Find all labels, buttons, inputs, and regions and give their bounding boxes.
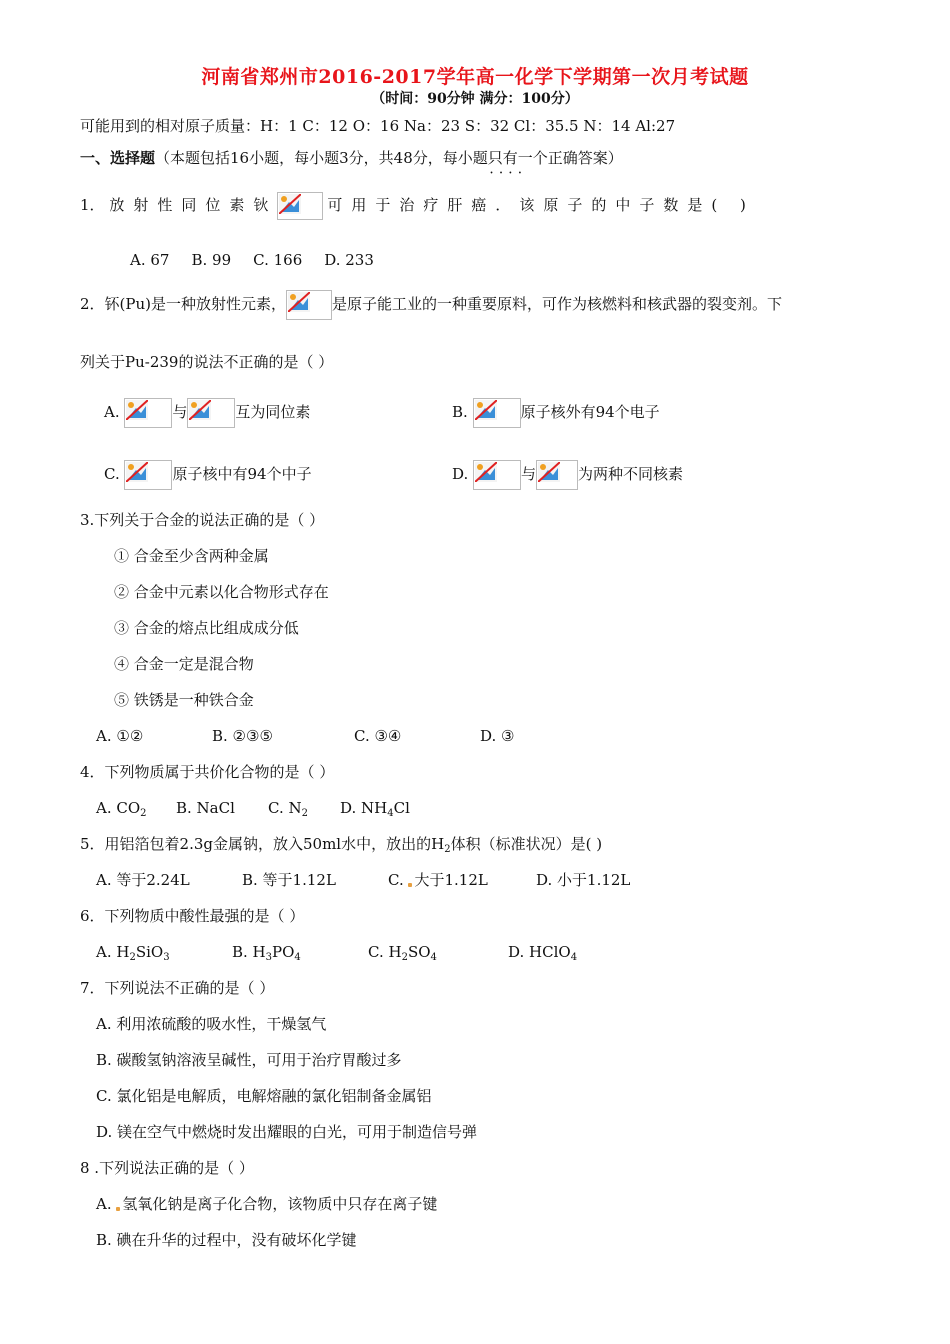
q1-number: 1． [80,196,105,214]
q3-statement-5: ⑤ 铁锈是一种铁合金 [114,691,254,709]
question-8: 8 .下列说法正确的是（ ） [80,1159,254,1177]
q7-option-b: B. 碳酸氢钠溶液呈碱性，可用于治疗胃酸过多 [96,1051,402,1069]
q6-option-d: D. HClO$_4$ [508,943,578,963]
question-2 [80,290,782,320]
q3-option-b: B. ②③⑤ [212,727,273,745]
question-5: 5．用铝箔包着2.3g金属钠，放入50ml水中，放出的$H_2$体积（标准状况）是( ) [80,835,603,855]
q4-option-b: B. NaCl [176,799,235,817]
q1-formula-image-icon [277,192,323,220]
q2-d-image-1-icon [473,460,521,490]
q1-option-c: C. 166 [253,251,303,269]
question-1 [80,192,755,220]
q2-a-image-2-icon [187,398,235,428]
q2-a-image-1-icon [124,398,172,428]
q1-option-d: D. 233 [324,251,374,269]
q5-option-b: B. 等于1.12L [242,871,336,889]
question-4: 4．下列物质属于共价化合物的是（ ） [80,763,335,781]
q5-option-d: D. 小于1.12L [536,871,631,889]
q1-options [130,250,374,270]
q5-option-c: C. 大于1.12L [388,871,488,889]
atomic-mass-line: 可能用到的相对原子质量：H：1 C：12 O：16 Na：23 S：32 Cl：35.5 N：14 Al:27 [80,117,676,135]
q2-option-d: D. 与 为两种不同核素 [452,460,683,490]
section-heading [80,148,623,168]
q3-statement-2: ② 合金中元素以化合物形式存在 [114,583,329,601]
q3-statement-3: ③ 合金的熔点比组成成分低 [114,619,299,637]
q1-option-b: B. 99 [191,251,232,269]
stray-mark-icon [408,883,412,887]
q4-option-a: A. $CO_2$ [96,799,147,819]
q2-formula-image-icon [286,290,332,320]
section-title: 一、选择题 [80,149,156,167]
section-emphasis: 只有一个 • • • • [488,148,548,168]
q7-option-a: A. 利用浓硫酸的吸水性，干燥氢气 [96,1015,327,1033]
q3-option-d: D. ③ [480,727,515,745]
q3-option-a: A. ①② [96,727,144,745]
q2-text-a: 2．钚(Pu)是一种放射性元素， [80,295,287,313]
stray-mark-icon [116,1207,120,1211]
q3-option-c: C. ③④ [354,727,402,745]
q8-option-a: A. 氢氧化钠是离子化合物，该物质中只存在离子键 [96,1195,438,1213]
q2-text-c: 列关于Pu-239的说法不正确的是（ ） [80,353,334,371]
question-6: 6．下列物质中酸性最强的是（ ） [80,907,305,925]
exam-subtitle: （时间：90分钟 满分：100分） [371,91,579,107]
q6-option-b: B. $H_3PO_4$ [232,943,301,963]
q2-option-c: C. 原子核中有94个中子 [104,460,312,490]
q2-b-image-icon [473,398,521,428]
q2-option-b: B. 原子核外有94个电子 [452,398,660,428]
section-desc-end: 正确答案） [547,149,623,167]
exam-title: 河南省郑州市2016-2017学年高一化学下学期第一次月考试题 [201,66,749,88]
question-3: 3.下列关于合金的说法正确的是（ ） [80,511,325,529]
q4-option-d: D. $NH_4Cl$ [340,799,410,819]
q5-option-a: A. 等于2.24L [96,871,190,889]
q7-option-c: C. 氯化铝是电解质，电解熔融的氯化铝制备金属铝 [96,1087,432,1105]
q1-text-a: 放射性同位素钬 [109,196,278,214]
q6-option-a: A. $H_2SiO_3$ [96,943,170,963]
q2-text-b: 是原子能工业的一种重要原料，可作为核燃料和核武器的裂变剂。下 [332,295,783,313]
question-7: 7．下列说法不正确的是（ ） [80,979,275,997]
q7-option-d: D. 镁在空气中燃烧时发出耀眼的白光，可用于制造信号弹 [96,1123,478,1141]
q4-option-c: C. $N_2$ [268,799,308,819]
q1-text-b: 可用于治疗肝癌．该原子的中子数是( ) [327,196,755,214]
q2-option-a: A. 与 互为同位素 [104,398,310,428]
q2-d-image-2-icon [536,460,578,490]
q2-c-image-icon [124,460,172,490]
q8-option-b: B. 碘在升华的过程中，没有破坏化学键 [96,1231,357,1249]
q1-option-a: A. 67 [130,251,170,269]
q6-option-c: C. $H_2SO_4$ [368,943,437,963]
q3-statement-1: ① 合金至少含两种金属 [114,547,269,565]
q3-statement-4: ④ 合金一定是混合物 [114,655,254,673]
section-desc: （本题包括16小题，每小题3分，共48分，每小题 [155,149,488,167]
